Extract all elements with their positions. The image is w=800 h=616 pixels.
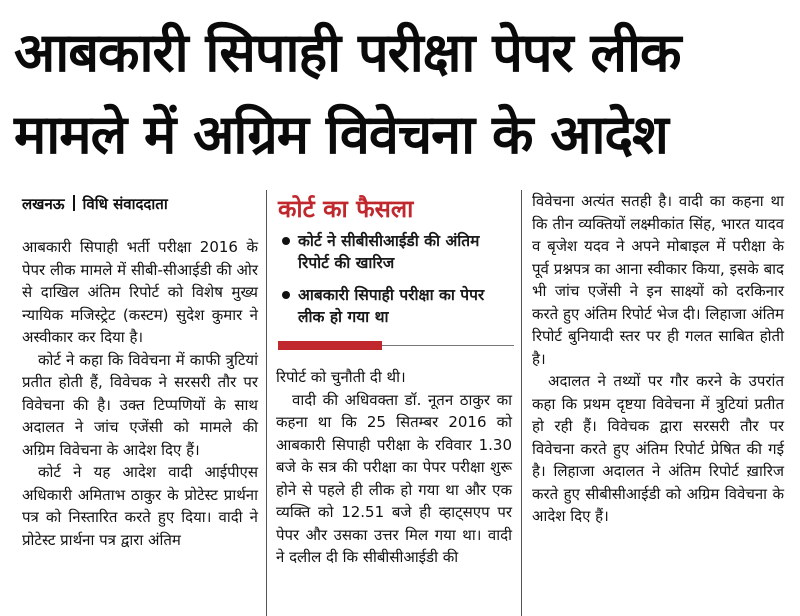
headline-line-2: मामले में अग्रिम विवेचना के आदेश	[14, 103, 668, 166]
article-paragraph: आबकारी सिपाही भर्ती परीक्षा 2016 के पेपर लीक मामले में सीबी-सीआईडी की ओर से दाखिल अंतिम रिपोर्ट को विशेष मुख्य न्यायिक मजिस्ट्रेट (कस्टम) सुदेश कुमार ने अस्वीकार कर दिया है।	[22, 238, 258, 346]
byline-separator	[73, 195, 75, 211]
article-column-2	[276, 366, 512, 569]
bullet-dot-icon	[282, 237, 290, 245]
article-column-3	[532, 190, 784, 528]
bullet-dot-icon	[282, 291, 290, 299]
column-divider	[521, 190, 522, 616]
article-column-1	[22, 236, 258, 551]
sidebar-box-rule	[382, 345, 514, 346]
article-paragraph: विवेचना अत्यंत सतही है। वादी का कहना था कि तीन व्यक्तियों लक्ष्मीकांत सिंह, भारत यादव व बृजेश यदव ने अपने मोबाइल में परीक्षा के पूर्व प्रश्नपत्र का आना स्वीकार किया, इसके बाद भी जांच एजेंसी ने इन साक्ष्यों को दरकिनार करते हुए अंतिम रिपोर्ट भेज दी। लिहाजा अंतिम रिपोर्ट बुनियादी स्तर पर ही गलत साबित होती है।	[532, 192, 784, 368]
article-paragraph: रिपोर्ट को चुनौती दी थी।	[276, 368, 406, 386]
sidebar-box-accent-bar	[278, 341, 382, 350]
sidebar-bullet-item	[282, 230, 514, 274]
sidebar-bullet-text: आबकारी सिपाही परीक्षा का पेपर लीक हो गया था	[298, 286, 485, 326]
byline	[22, 194, 258, 214]
article-paragraph: अदालत ने तथ्यों पर गौर करने के उपरांत कहा कि प्रथम दृष्टया विवेचना में त्रुटियां प्रतीत हो रही हैं। विवेचक द्वारा सरसरी तौर पर विवेचना करते हुए अंतिम रिपोर्ट प्रेषित की गई है। लिहाजा अदालत ने अंतिम रिपोर्ट ख़ारिज करते हुए सीबीसीआईडी को अग्रिम विवेचना के आदेश दिए हैं।	[532, 372, 784, 525]
article-paragraph: कोर्ट ने कहा कि विवेचना में काफी त्रुटियां प्रतीत होती हैं, विवेचक ने सरसरी तौर पर विवेचना की है। उक्त टिप्पणियों के साथ अदालत ने जांच एजेंसी को मामले की अग्रिम विवेचना के आदेश दिए हैं।	[22, 350, 258, 459]
article-paragraph: वादी की अधिवक्ता डॉ. नूतन ठाकुर का कहना था कि 25 सितम्बर 2016 को आबकारी सिपाही परीक्षा के रविवार 1.30 बजे के सत्र की परीक्षा का पेपर परीक्षा शुरू होने से पहले ही लीक हो गया था और एक व्यक्ति को 12.51 बजे ही व्हाट्सएप पर पेपर और उसका उत्तर मिल गया था। वादी ने दलील दी कि सीबीसीआईडी की	[276, 390, 512, 566]
sidebar-box-bullets	[282, 230, 514, 338]
column-divider	[266, 190, 267, 616]
byline-location: लखनऊ	[22, 195, 65, 213]
sidebar-bullet-text: कोर्ट ने सीबीसीआईडी की अंतिम रिपोर्ट की खारिज	[298, 232, 480, 272]
byline-reporter: विधि संवाददाता	[82, 195, 168, 213]
sidebar-box-title: कोर्ट का फैसला	[278, 195, 414, 223]
sidebar-bullet-item	[282, 284, 514, 328]
headline-line-1: आबकारी सिपाही परीक्षा पेपर लीक	[14, 21, 681, 84]
article-paragraph: कोर्ट ने यह आदेश वादी आईपीएस अधिकारी अमिताभ ठाकुर के प्रोटेस्ट प्रार्थना पत्र को निस्तारित करते हुए दिया। वादी ने प्रोटेस्ट प्रार्थना पत्र द्वारा अंतिम	[22, 463, 258, 549]
